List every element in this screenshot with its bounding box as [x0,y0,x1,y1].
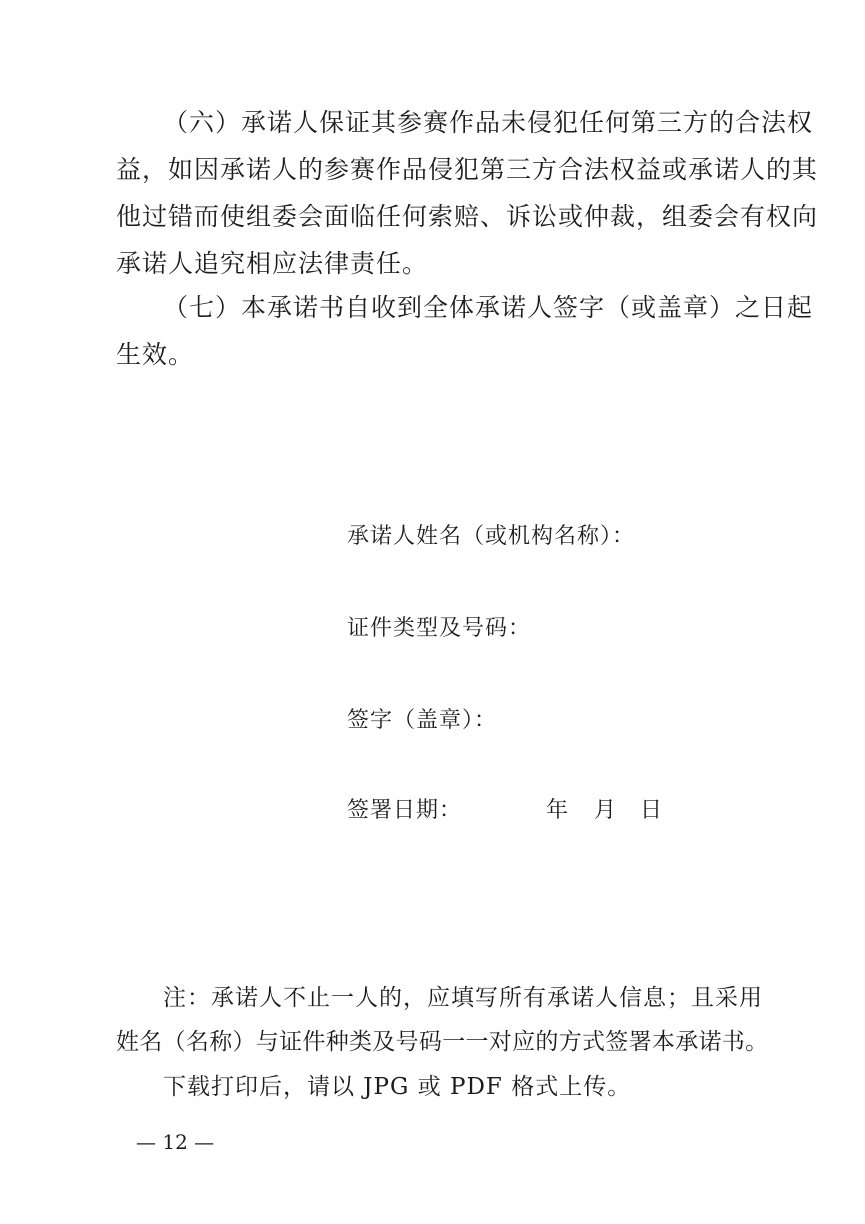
date-year-label: 年 [546,798,569,823]
page-number: — 12 — [136,1130,215,1154]
note-line: 下载打印后，请以 JPG 或 PDF 格式上传。 [163,1074,632,1100]
clause-line: （七）本承诺书自收到全体承诺人签字（或盖章）之日起 [163,293,814,322]
signer-name-label: 承诺人姓名（或机构名称）： [347,524,636,549]
date-day-label: 日 [640,798,663,823]
note-line: 注：承诺人不止一人的，应填写所有承诺人信息；且采用 [163,985,763,1011]
note-line: 姓名（名称）与证件种类及号码一一对应的方式签署本承诺书。 [116,1029,769,1055]
clause-line: 他过错而使组委会面临任何索赔、诉讼或仲裁，组委会有权向 [116,202,819,231]
signing-date-label: 签署日期： [347,798,463,823]
signature-seal-label: 签字（盖章）： [347,708,498,733]
clause-line: （六）承诺人保证其参赛作品未侵犯任何第三方的合法权 [163,108,814,137]
clause-line: 承诺人追究相应法律责任。 [116,249,429,278]
clause-line: 益，如因承诺人的参赛作品侵犯第三方合法权益或承诺人的其 [116,155,819,184]
date-month-label: 月 [594,798,617,823]
id-type-number-label: 证件类型及号码： [347,616,532,641]
clause-line: 生效。 [116,340,195,369]
